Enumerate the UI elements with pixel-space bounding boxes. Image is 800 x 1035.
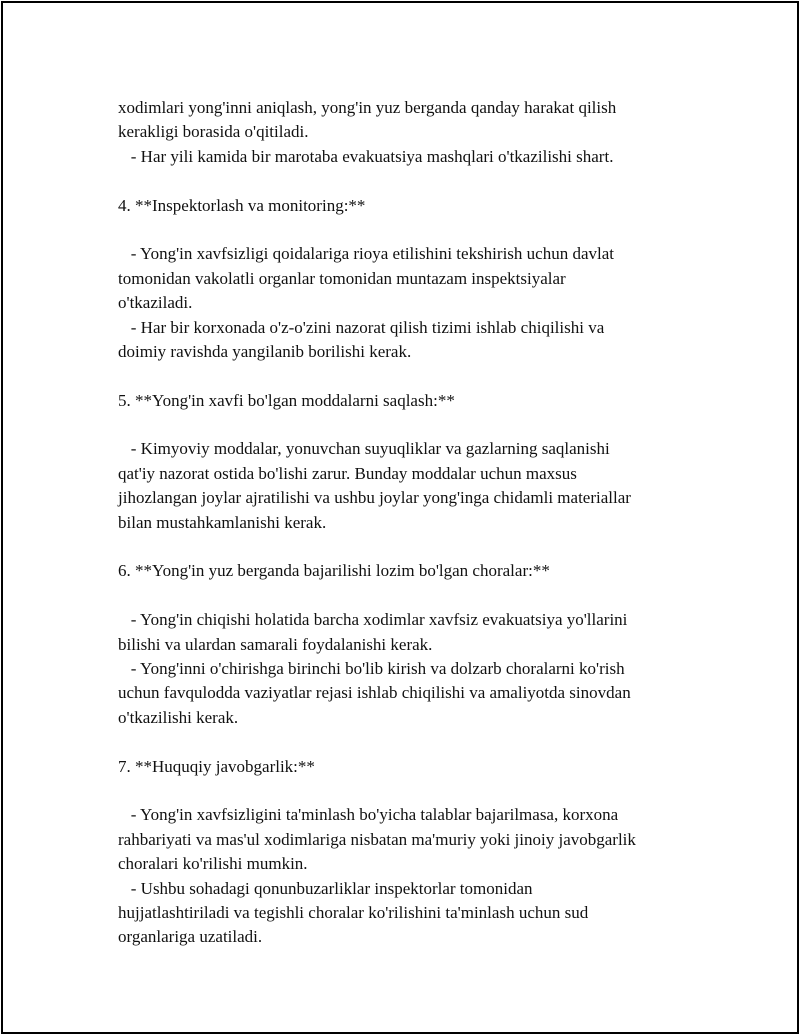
text-line: tomonidan vakolatli organlar tomonidan muntazam inspektsiyalar — [118, 268, 566, 288]
text-line: - Yong'in chiqishi holatida barcha xodimlar xavfsiz evakuatsiya yo'llarini — [118, 610, 628, 630]
section-heading: 4. **Inspektorlash va monitoring:** — [118, 195, 366, 215]
text-line: qat'iy nazorat ostida bo'lishi zarur. Bunday moddalar uchun maxsus — [118, 463, 577, 483]
blank-line — [118, 218, 698, 242]
text-line: o'tkazilishi kerak. — [118, 707, 239, 727]
section-heading: 5. **Yong'in xavfi bo'lgan moddalarni saqlash:** — [118, 390, 455, 410]
text-line: o'tkaziladi. — [118, 293, 193, 313]
text-line: hujjatlashtiriladi va tegishli choralar ko'rilishini ta'minlash uchun sud — [118, 902, 589, 922]
blank-line — [118, 730, 698, 754]
text-line: xodimlari yong'inni aniqlash, yong'in yuz berganda qanday harakat qilish — [118, 98, 617, 117]
text-line: - Yong'in xavfsizligini ta'minlash bo'yicha talablar bajarilmasa, korxona — [118, 805, 619, 825]
text-line: - Har yili kamida bir marotaba evakuatsiya mashqlari o'tkazilishi shart. — [118, 146, 614, 166]
text-line: - Yong'in xavfsizligi qoidalariga rioya etilishini tekshirish uchun davlat — [118, 244, 614, 264]
blank-line — [118, 779, 698, 803]
document-body — [118, 96, 698, 950]
blank-line — [118, 584, 698, 608]
blank-line — [118, 413, 698, 437]
text-line: doimiy ravishda yangilanib borilishi kerak. — [118, 341, 412, 361]
text-line: - Har bir korxonada o'z-o'zini nazorat qilish tizimi ishlab chiqilishi va — [118, 317, 605, 337]
blank-line — [118, 364, 698, 388]
section-heading: 7. **Huquqiy javobgarlik:** — [118, 756, 315, 776]
text-line: uchun favqulodda vaziyatlar rejasi ishlab chiqilishi va amaliyotda sinovdan — [118, 683, 631, 703]
text-line: rahbariyati va mas'ul xodimlariga nisbatan ma'muriy yoki jinoiy javobgarlik — [118, 829, 636, 849]
text-line: - Ushbu sohadagi qonunbuzarliklar inspektorlar tomonidan — [118, 878, 533, 898]
text-line: jihozlangan joylar ajratilishi va ushbu joylar yong'inga chidamli materiallar — [118, 488, 631, 508]
text-line: kerakligi borasida o'qitiladi. — [118, 122, 309, 142]
text-line: bilan mustahkamlanishi kerak. — [118, 512, 327, 532]
text-line: - Kimyoviy moddalar, yonuvchan suyuqliklar va gazlarning saqlanishi — [118, 439, 610, 459]
text-line: bilishi va ulardan samarali foydalanishi kerak. — [118, 634, 433, 654]
blank-line — [118, 535, 698, 559]
section-heading: 6. **Yong'in yuz berganda bajarilishi lozim bo'lgan choralar:** — [118, 561, 550, 581]
text-line: organlariga uzatiladi. — [118, 927, 263, 947]
text-line: - Yong'inni o'chirishga birinchi bo'lib kirish va dolzarb choralarni ko'rish — [118, 658, 625, 678]
blank-line — [118, 169, 698, 193]
text-line: choralari ko'rilishi mumkin. — [118, 854, 308, 874]
